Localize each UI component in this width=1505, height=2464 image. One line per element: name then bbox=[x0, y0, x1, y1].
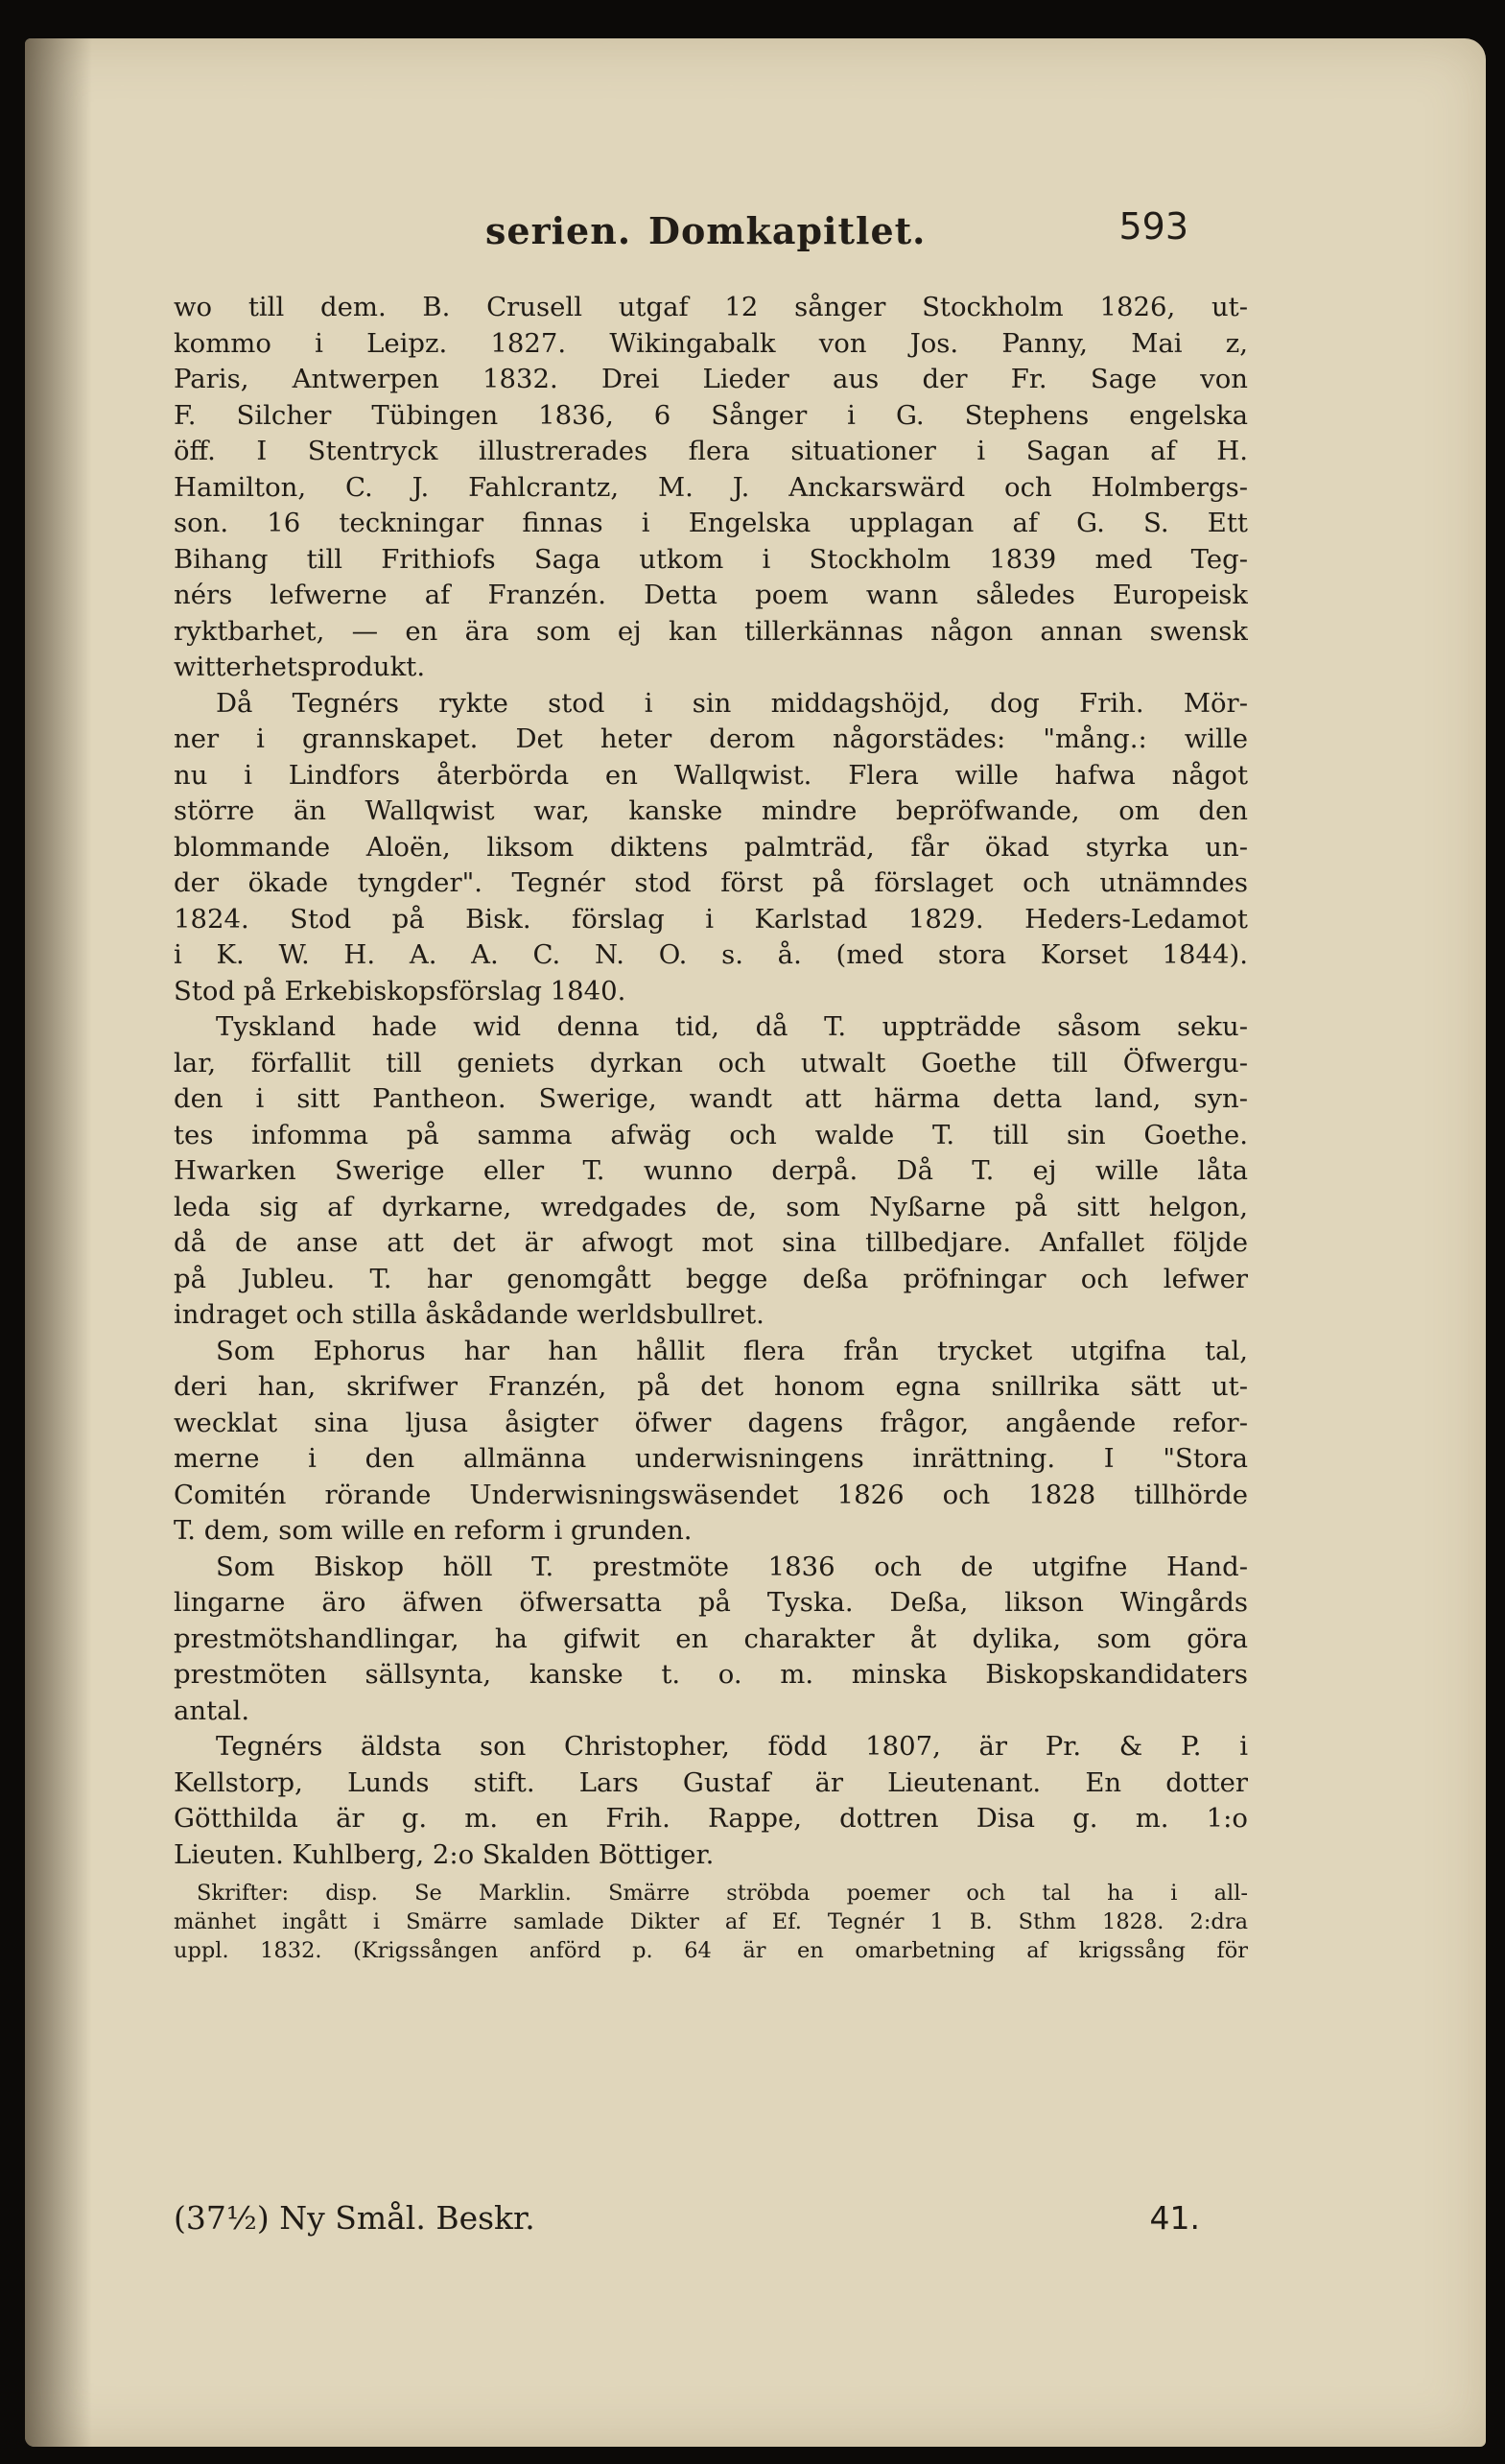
page-number: 593 bbox=[1118, 205, 1188, 248]
paragraph-6 bbox=[174, 1729, 1248, 1873]
text-line: nérs lefwerne af Franzén. Detta poem wann således Europeisk bbox=[174, 580, 1248, 610]
text-line: wo till dem. B. Crusell utgaf 12 sånger Stockholm 1826, ut- bbox=[174, 292, 1248, 322]
text-line: lar, förfallit till geniets dyrkan och utwalt Goethe till Öfwergu- bbox=[174, 1047, 1248, 1078]
text-line: Kellstorp, Lunds stift. Lars Gustaf är Lieutenant. En dotter bbox=[174, 1766, 1248, 1798]
text-line: F. Silcher Tübingen 1836, 6 Sånger i G. Stephens engelska bbox=[174, 399, 1248, 431]
text-line: Stod på Erkebiskopsförslag 1840. bbox=[174, 975, 626, 1007]
signature-line bbox=[174, 2199, 1200, 2243]
paragraph-1 bbox=[174, 290, 1248, 686]
text-line: ryktbarhet, — en ära som ej kan tillerkännas någon annan swensk bbox=[174, 615, 1248, 647]
text-line: den i sitt Pantheon. Swerige, wandt att härma detta land, syn- bbox=[174, 1083, 1248, 1114]
text-line: Hwarken Swerige eller T. wunno derpå. Då T. ej wille låta bbox=[174, 1155, 1248, 1186]
footnote-line: uppl. 1832. (Krigssången anförd p. 64 är en omarbetning af krigssång för bbox=[174, 1938, 1248, 1963]
text-line: witterhetsprodukt. bbox=[174, 652, 426, 682]
text-line: blommande Aloën, liksom diktens palmträd, får ökad styrka un- bbox=[174, 831, 1248, 863]
text-line: Bihang till Frithiofs Saga utkom i Stockholm 1839 med Teg- bbox=[174, 543, 1248, 575]
text-line: son. 16 teckningar finnas i Engelska upplagan af G. S. Ett bbox=[174, 508, 1248, 538]
text-line: Comitén rörande Underwisningswäsendet 1826 och 1828 tillhörde bbox=[174, 1479, 1248, 1510]
text-line: på Jubleu. T. har genomgått begge deßa pröfningar och lefwer bbox=[174, 1263, 1248, 1294]
paragraph-4 bbox=[174, 1334, 1248, 1550]
text-line: lingarne äro äfwen öfwersatta på Tyska. Deßa, likson Wingårds bbox=[174, 1587, 1248, 1618]
text-line: Paris, Antwerpen 1832. Drei Lieder aus der Fr. Sage von bbox=[174, 364, 1248, 394]
text-line: 1824. Stod på Bisk. förslag i Karlstad 1829. Heders-Ledamot bbox=[174, 903, 1248, 935]
text-line: Tegnérs äldsta son Christopher, född 1807, är Pr. & P. i bbox=[216, 1731, 1248, 1762]
text-line: Götthilda är g. m. en Frih. Rappe, dottren Disa g. m. 1:o bbox=[174, 1803, 1248, 1834]
text-line: då de anse att det är afwogt mot sina tillbedjare. Anfallet följde bbox=[174, 1227, 1248, 1258]
text-line: Lieuten. Kuhlberg, 2:o Skalden Böttiger. bbox=[174, 1838, 715, 1870]
text-line: merne i den allmänna underwisningens inrättning. I "Stora bbox=[174, 1443, 1248, 1474]
text-line: nu i Lindfors återbörda en Wallqwist. Flera wille hafwa något bbox=[174, 759, 1248, 791]
text-line: i K. W. H. A. A. C. N. O. s. å. (med stora Korset 1844). bbox=[174, 939, 1248, 970]
text-line: Då Tegnérs rykte stod i sin middagshöjd, dog Frih. Mör- bbox=[216, 687, 1248, 719]
running-head-left: serien. bbox=[485, 209, 632, 252]
text-line: der ökade tyngder". Tegnér stod först på förslaget och utnämndes bbox=[174, 867, 1248, 898]
text-line: större än Wallqwist war, kanske mindre bepröfwande, om den bbox=[174, 795, 1248, 826]
text-line: Tyskland hade wid denna tid, då T. uppträdde såsom seku- bbox=[216, 1011, 1248, 1042]
footnote bbox=[174, 1879, 1248, 1965]
text-line: tes infomma på samma afwäg och walde T. till sin Goethe. bbox=[174, 1119, 1248, 1150]
text-line: leda sig af dyrkarne, wredgades de, som Nyßarne på sitt helgon, bbox=[174, 1191, 1248, 1222]
text-line: wecklat sina ljusa åsigter öfwer dagens frågor, angående refor- bbox=[174, 1407, 1248, 1438]
text-line: T. dem, som wille en reform i grunden. bbox=[174, 1515, 693, 1546]
running-head-title: Domkapitlet. bbox=[648, 209, 927, 252]
text-line: prestmötshandlingar, ha gifwit en charakter åt dylika, som göra bbox=[174, 1623, 1248, 1654]
text-line: antal. bbox=[174, 1694, 250, 1726]
text-line: indraget och stilla åskådande werldsbullret. bbox=[174, 1299, 764, 1330]
text-line: öff. I Stentryck illustrerades flera situationer i Sagan af H. bbox=[174, 436, 1248, 466]
text-line: Som Ephorus har han hållit flera från trycket utgifna tal, bbox=[216, 1335, 1248, 1366]
text-line: deri han, skrifwer Franzén, på det honom egna snillrika sätt ut- bbox=[174, 1371, 1248, 1402]
footnote-line: Skrifter: disp. Se Marklin. Smärre ströbda poemer och tal ha i all- bbox=[197, 1881, 1248, 1906]
text-line: ner i grannskapet. Det heter derom någorstädes: "mång.: wille bbox=[174, 723, 1248, 754]
text-line: Som Biskop höll T. prestmöte 1836 och de utgifne Hand- bbox=[216, 1551, 1248, 1582]
signature-mark: (37½) Ny Smål. Beskr. bbox=[174, 2199, 535, 2237]
footnote-line: mänhet ingått i Smärre samlade Dikter af Ef. Tegnér 1 B. Sthm 1828. 2:dra bbox=[174, 1909, 1248, 1934]
running-head bbox=[437, 201, 1188, 259]
text-line: Hamilton, C. J. Fahlcrantz, M. J. Anckarswärd och Holmbergs- bbox=[174, 471, 1248, 503]
body-text bbox=[174, 290, 1248, 1965]
paragraph-5 bbox=[174, 1550, 1248, 1730]
signature-number: 41. bbox=[1149, 2199, 1200, 2237]
text-line: kommo i Leipz. 1827. Wikingabalk von Jos. Panny, Mai z, bbox=[174, 327, 1248, 359]
paragraph-3 bbox=[174, 1009, 1248, 1334]
book-page bbox=[25, 38, 1486, 2447]
paragraph-2 bbox=[174, 686, 1248, 1010]
text-line: prestmöten sällsynta, kanske t. o. m. minska Biskopskandidaters bbox=[174, 1659, 1248, 1690]
